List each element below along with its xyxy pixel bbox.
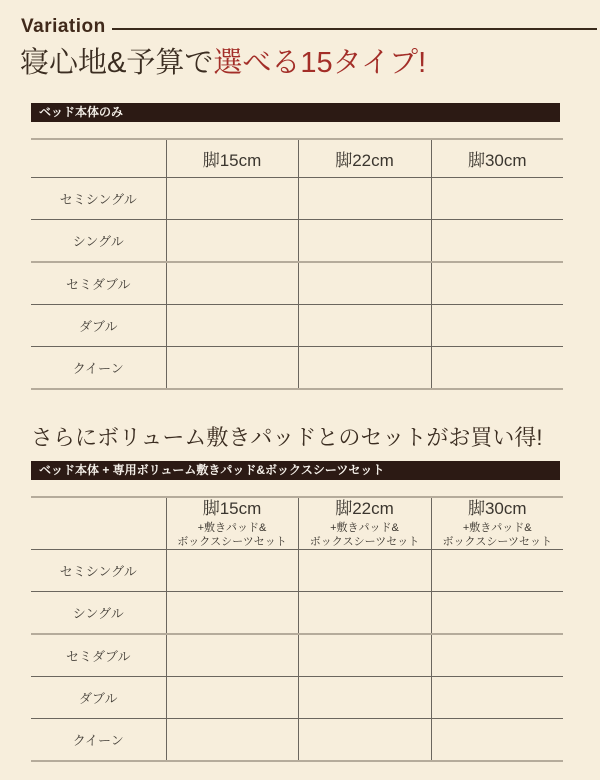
table-row [31, 346, 563, 389]
variation-header [0, 0, 600, 38]
variant-cell [298, 346, 431, 389]
variant-cell [431, 177, 563, 219]
row-label: シングル [31, 592, 166, 635]
variant-cell [298, 634, 431, 677]
variant-cell [431, 592, 563, 635]
variant-cell [166, 550, 298, 592]
variant-cell [298, 592, 431, 635]
row-label: クイーン [72, 733, 124, 749]
variant-cell [298, 177, 431, 219]
row-label: クイーン [72, 360, 124, 376]
variant-cell [166, 304, 298, 346]
section1-bar [31, 103, 560, 122]
column-header-leg30-set [431, 497, 563, 550]
table-row [31, 304, 563, 346]
corner-cell [31, 139, 166, 178]
variant-cell [166, 719, 298, 762]
row-label: セミシングル [31, 550, 166, 592]
table-header-row [31, 139, 563, 178]
table-bed-only [31, 138, 563, 390]
variant-cell [431, 219, 563, 262]
variant-cell [298, 719, 431, 762]
table-row [31, 262, 563, 305]
column-header-leg22-set [298, 497, 431, 550]
row-label: セミダブル [31, 262, 166, 305]
header-rule [112, 28, 597, 30]
variant-cell [166, 592, 298, 635]
row-label: ダブル [31, 677, 166, 719]
column-header-leg15-set [166, 497, 298, 550]
row-label: ダブル [31, 304, 166, 346]
table-header-row [31, 497, 563, 550]
column-sub1: +敷きパッド& [330, 521, 399, 534]
section2-heading: さらにボリューム敷きパッドとのセットがお買い得! [31, 424, 543, 450]
column-size: 脚15cm [202, 499, 262, 519]
column-sub1: +敷きパッド& [197, 521, 267, 534]
column-sub2: ボックスシーツセット [309, 535, 420, 548]
variant-cell [298, 304, 431, 346]
section1-bar-label: ベッド本体のみ [39, 104, 124, 119]
table-row [31, 634, 563, 677]
variant-cell [298, 677, 431, 719]
table-row [31, 592, 563, 635]
variation-label: Variation [21, 16, 106, 37]
table-row [31, 550, 563, 592]
variant-cell [431, 634, 563, 677]
variant-cell [166, 219, 298, 262]
variant-cell [431, 550, 563, 592]
column-sub1: +敷きパッド& [462, 521, 532, 534]
row-label: シングル [31, 219, 166, 262]
variant-cell [166, 262, 298, 305]
variant-cell [431, 346, 563, 389]
column-size: 脚22cm [335, 499, 394, 519]
table-row [31, 719, 563, 762]
variant-cell [166, 177, 298, 219]
variant-cell [166, 346, 298, 389]
table-row [31, 677, 563, 719]
page-title-red: 選べる15タイプ! [213, 47, 427, 79]
table-row [31, 219, 563, 262]
column-header-leg22: 脚22cm [298, 139, 431, 178]
table-row [31, 177, 563, 219]
section2-bar [31, 461, 560, 480]
row-label: セミダブル [31, 634, 166, 677]
variant-cell [298, 219, 431, 262]
column-header-leg30: 脚30cm [431, 139, 563, 178]
page-title [20, 46, 600, 81]
column-sub2: ボックスシーツセット [442, 535, 552, 548]
variant-cell [431, 262, 563, 305]
column-sub2: ボックスシーツセット [177, 535, 287, 548]
variant-cell [431, 677, 563, 719]
variant-cell [166, 634, 298, 677]
section2-bar-label: ベッド本体 + 専用ボリューム敷きパッド&ボックスシーツセット [39, 463, 385, 478]
variant-cell [298, 262, 431, 305]
variant-cell [431, 304, 563, 346]
page-title-dark: 寝心地&予算で [20, 47, 214, 79]
column-header-leg15: 脚15cm [166, 139, 298, 178]
variant-cell [431, 719, 563, 762]
column-size: 脚30cm [467, 499, 527, 519]
row-label: セミシングル [31, 177, 166, 219]
variant-cell [166, 677, 298, 719]
table-bed-with-set [31, 496, 563, 762]
variant-cell [298, 550, 431, 592]
corner-cell [31, 497, 166, 550]
